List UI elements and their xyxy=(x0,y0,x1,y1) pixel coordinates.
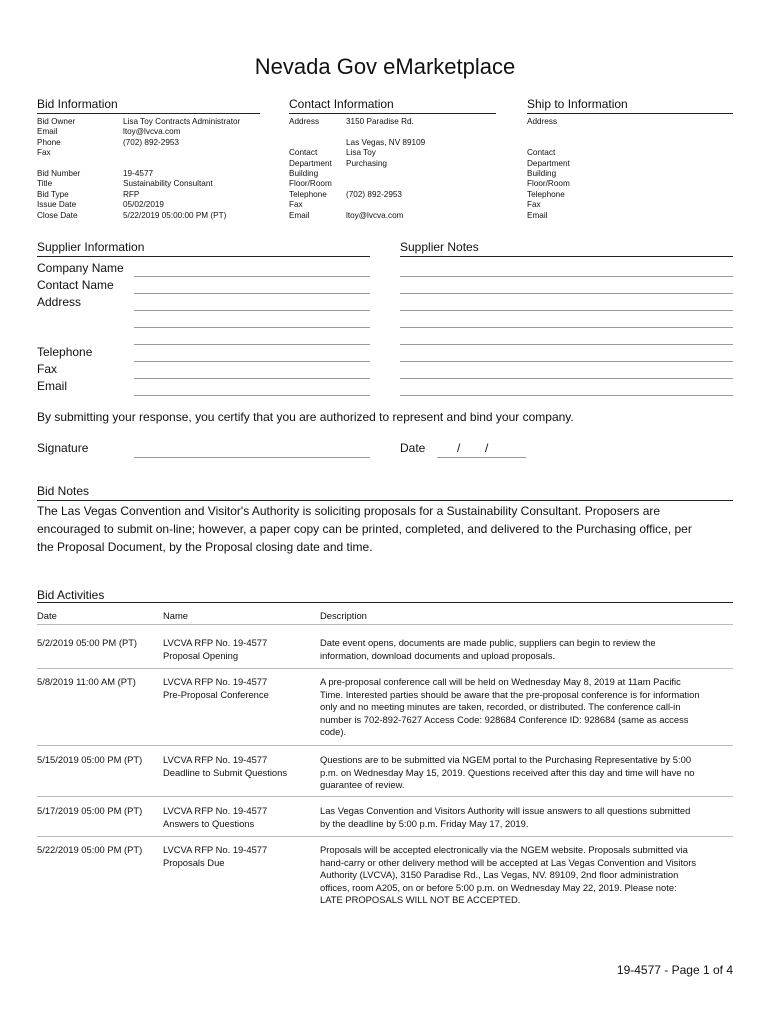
contact-spacer-value xyxy=(346,127,425,137)
contact-name-label: Contact Name xyxy=(37,278,114,292)
activity-description-line: only and no meeting minutes are taken, recorded, or distributed. The conference call-in xyxy=(320,701,681,713)
activity-description-line: Time. Interested parties should be aware that the pre-proposal conference is for information xyxy=(320,688,700,700)
column-header-date: Date xyxy=(37,610,57,621)
contact-department-value: Purchasing xyxy=(346,158,387,168)
activity-description-line: Proposals will be accepted electronically via the NGEM website. Proposals submitted via xyxy=(320,844,688,855)
address-field-2[interactable] xyxy=(134,327,370,328)
column-header-name: Name xyxy=(163,610,189,621)
contact-information-heading: Contact Information xyxy=(289,97,394,111)
activity-name-line: LVCVA RFP No. 19-4577 xyxy=(163,754,268,765)
ship-label: Building xyxy=(527,169,557,179)
activity-name-line: Proposal Opening xyxy=(163,649,239,661)
contact-label xyxy=(289,127,332,137)
contact-label xyxy=(289,138,332,148)
close-date-value: 5/22/2019 05:00:00 PM (PT) xyxy=(123,210,227,220)
ship-label: Contact xyxy=(527,148,556,158)
activity-description-line: Las Vegas Convention and Visitors Authority will issue answers to all questions submitted xyxy=(320,805,691,816)
ship-label xyxy=(527,138,570,148)
activity-description xyxy=(320,844,696,907)
contact-name-value: Lisa Toy xyxy=(346,148,376,158)
telephone-label: Telephone xyxy=(37,345,93,359)
activity-name-line: LVCVA RFP No. 19-4577 xyxy=(163,805,268,816)
bid-notes-line: encouraged to submit on-line; however, a paper copy can be printed, completed, and delivered to the Purchasing office, per xyxy=(37,522,692,536)
contact-building-value xyxy=(346,169,425,179)
signature-label: Signature xyxy=(37,441,89,455)
bid-title-value: Sustainability Consultant xyxy=(123,179,213,189)
activity-date: 5/22/2019 05:00 PM (PT) xyxy=(37,844,143,855)
contact-label: Building xyxy=(289,169,319,179)
activity-name xyxy=(163,637,267,662)
contact-label: Contact xyxy=(289,148,318,158)
activity-description-line: p.m. on Wednesday May 15, 2019. Questions received after this day and time will have no xyxy=(320,766,695,778)
bid-notes-line: The Las Vegas Convention and Visitor's Authority is soliciting proposals for a Sustainability Consultant. Proposers are xyxy=(37,504,661,518)
column-header-rule xyxy=(37,624,733,625)
activity-name-line: LVCVA RFP No. 19-4577 xyxy=(163,844,268,855)
activity-date: 5/2/2019 05:00 PM (PT) xyxy=(37,637,138,648)
contact-name-field[interactable] xyxy=(134,293,370,294)
supplier-notes-line[interactable] xyxy=(400,293,733,294)
activity-description xyxy=(320,754,695,792)
bid-info-label: Close Date xyxy=(37,210,78,220)
ship-to-labels xyxy=(527,117,570,221)
contact-information-labels xyxy=(289,117,332,221)
contact-telephone-value: (702) 892-2953 xyxy=(346,189,402,199)
date-label: Date xyxy=(400,441,426,455)
activity-row-divider xyxy=(37,796,733,797)
ship-label: Department xyxy=(527,158,570,168)
bid-info-label: Bid Type xyxy=(37,189,69,199)
supplier-notes-line[interactable] xyxy=(400,361,733,362)
bid-info-label: Fax xyxy=(37,148,51,158)
bid-notes-line: the Proposal Document, by the Proposal closing date and time. xyxy=(37,540,373,554)
bid-info-label: Bid Owner xyxy=(37,117,76,126)
activity-description-line: code). xyxy=(320,726,347,738)
supplier-information-heading: Supplier Information xyxy=(37,240,145,254)
activity-name-line: Answers to Questions xyxy=(163,817,255,829)
activity-name-line: Pre-Proposal Conference xyxy=(163,688,269,700)
activity-date: 5/17/2019 05:00 PM (PT) xyxy=(37,805,143,816)
bid-owner-value: Lisa Toy Contracts Administrator xyxy=(123,117,241,126)
contact-label: Fax xyxy=(289,200,303,210)
bid-info-label xyxy=(37,159,80,169)
supplier-notes-rule xyxy=(400,256,733,257)
activity-name xyxy=(163,805,267,830)
contact-information-values xyxy=(346,117,425,221)
bid-info-label: Title xyxy=(37,179,53,189)
activity-row-divider xyxy=(37,745,733,746)
bid-notes-text xyxy=(37,502,692,556)
activity-description xyxy=(320,637,656,662)
bid-info-label: Email xyxy=(37,127,58,137)
date-slash: / xyxy=(457,441,461,455)
contact-fax-value xyxy=(346,200,425,210)
activity-description-line: A pre-proposal conference call will be held on Wednesday May 8, 2019 at 11am Pacific xyxy=(320,676,681,687)
contact-city-value: Las Vegas, NV 89109 xyxy=(346,137,426,147)
contact-label: Department xyxy=(289,158,332,168)
bid-information-values xyxy=(123,117,240,221)
bid-info-label: Bid Number xyxy=(37,169,81,179)
supplier-notes-line[interactable] xyxy=(400,310,733,311)
address-field-1[interactable] xyxy=(134,310,370,311)
activity-row-divider xyxy=(37,668,733,669)
contact-label: Address xyxy=(289,117,320,126)
activity-name-line: LVCVA RFP No. 19-4577 xyxy=(163,637,268,648)
activity-description xyxy=(320,805,690,830)
ship-label: Telephone xyxy=(527,189,565,199)
activity-description xyxy=(320,676,700,739)
ship-label xyxy=(527,127,570,137)
supplier-notes-line[interactable] xyxy=(400,327,733,328)
activity-name xyxy=(163,844,267,869)
bid-notes-heading: Bid Notes xyxy=(37,484,90,498)
contact-label: Telephone xyxy=(289,189,327,199)
email-field[interactable] xyxy=(134,395,370,396)
supplier-notes-line[interactable] xyxy=(400,378,733,379)
activity-description-line: Date event opens, documents are made public, suppliers can begin to review the xyxy=(320,637,656,648)
signature-field[interactable] xyxy=(134,457,370,458)
certification-text: By submitting your response, you certify that you are authorized to represent and bind your company. xyxy=(37,410,574,424)
contact-address-value: 3150 Paradise Rd. xyxy=(346,117,414,126)
bid-activities-heading: Bid Activities xyxy=(37,588,105,602)
ship-label: Floor/Room xyxy=(527,179,570,189)
activity-description-line: guarantee of review. xyxy=(320,779,405,791)
ship-label: Email xyxy=(527,210,548,220)
bid-notes-rule xyxy=(37,500,733,501)
activity-description-line: hand-carry or other delivery method will be accepted at Las Vegas Convention and Visitors xyxy=(320,856,697,868)
fax-field[interactable] xyxy=(134,378,370,379)
contact-information-rule xyxy=(289,113,496,114)
address-label: Address xyxy=(37,295,82,309)
supplier-notes-line[interactable] xyxy=(400,344,733,345)
contact-label: Floor/Room xyxy=(289,179,332,189)
date-field[interactable] xyxy=(437,457,526,458)
activity-name-line: Deadline to Submit Questions xyxy=(163,766,288,778)
activity-description-line: Questions are to be submitted via NGEM portal to the Purchasing Representative by 5:00 xyxy=(320,754,692,765)
company-name-label: Company Name xyxy=(37,261,124,275)
bid-info-label: Issue Date xyxy=(37,200,77,210)
telephone-field[interactable] xyxy=(134,361,370,362)
email-label: Email xyxy=(37,379,68,393)
activity-name xyxy=(163,754,287,779)
bid-fax-value xyxy=(123,148,240,158)
bid-type-value: RFP xyxy=(123,189,140,199)
bid-email-value: ltoy@lvcva.com xyxy=(123,127,181,137)
supplier-notes-line[interactable] xyxy=(400,276,733,277)
activity-description-line: information, download documents and upload proposals. xyxy=(320,649,556,661)
ship-label: Address xyxy=(527,117,558,126)
company-name-field[interactable] xyxy=(134,276,370,277)
supplier-information-rule xyxy=(37,256,370,257)
ship-to-information-rule xyxy=(527,113,733,114)
bid-phone-value: (702) 892-2953 xyxy=(123,137,179,147)
activity-description-line: number is 702-892-7627 Access Code: 928684 Conference ID: 928684 (same as access xyxy=(320,713,689,725)
contact-email-value: ltoy@lvcva.com xyxy=(346,210,404,220)
date-slash: / xyxy=(485,441,489,455)
bid-activities-rule xyxy=(37,602,733,603)
activity-name xyxy=(163,676,269,701)
activity-name-line: LVCVA RFP No. 19-4577 xyxy=(163,676,268,687)
ship-to-information-heading: Ship to Information xyxy=(527,97,628,111)
address-field-3[interactable] xyxy=(134,344,370,345)
bid-info-label: Phone xyxy=(37,137,61,147)
activity-date: 5/8/2019 11:00 AM (PT) xyxy=(37,676,136,687)
page-title: Nevada Gov eMarketplace xyxy=(254,54,516,79)
activity-description-line: offices, room A205, on or before 5:00 p.m. on Wednesday May 22, 2019. Please note: xyxy=(320,881,677,893)
bid-spacer-value xyxy=(123,159,240,169)
bid-information-heading: Bid Information xyxy=(37,97,118,111)
page-footer: 19-4577 - Page 1 of 4 xyxy=(616,963,733,977)
supplier-notes-heading: Supplier Notes xyxy=(400,240,479,254)
activity-name-line: Proposals Due xyxy=(163,856,225,868)
activity-date: 5/15/2019 05:00 PM (PT) xyxy=(37,754,143,765)
column-header-description: Description xyxy=(320,610,367,621)
bid-information-rule xyxy=(37,113,260,114)
bid-information-labels xyxy=(37,117,80,221)
activity-description-line: Authority (LVCVA), 3150 Paradise Rd., Las Vegas, NV. 89109, 2nd floor administration xyxy=(320,869,679,881)
contact-label: Email xyxy=(289,210,310,220)
activity-description-line: by the deadline by 5:00 p.m. Friday May 17, 2019. xyxy=(320,817,529,829)
supplier-notes-line[interactable] xyxy=(400,395,733,396)
issue-date-value: 05/02/2019 xyxy=(123,200,164,210)
contact-room-value xyxy=(346,179,425,189)
activity-description-line: LATE PROPOSALS WILL NOT BE ACCEPTED. xyxy=(320,894,521,906)
activity-row-divider xyxy=(37,836,733,837)
fax-label: Fax xyxy=(37,362,58,376)
bid-number-value: 19-4577 xyxy=(123,169,154,179)
ship-label: Fax xyxy=(527,200,541,210)
